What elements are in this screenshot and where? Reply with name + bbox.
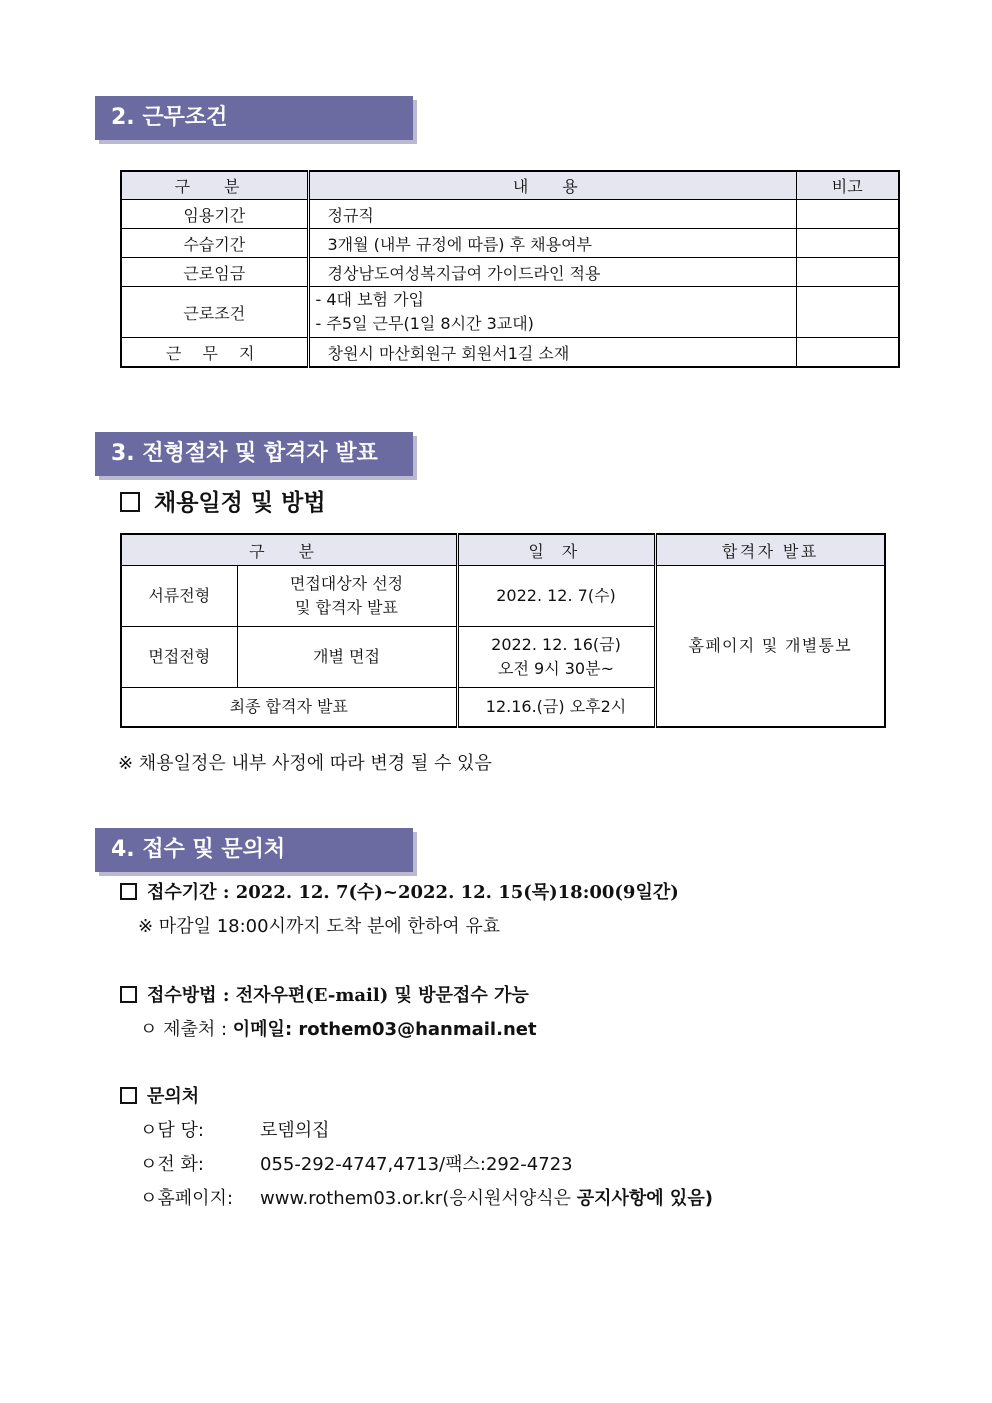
task-line: 및 합격자 발표: [295, 598, 398, 617]
stage-cell: 최종 합격자 발표: [121, 688, 457, 728]
schedule-note: ※ 채용일정은 내부 사정에 따라 변경 될 수 있음: [118, 753, 492, 774]
task-cell: [237, 566, 457, 627]
contact-value: 로뎀의집: [260, 1120, 330, 1141]
homepage-note: 공지사항에 있음): [576, 1188, 713, 1209]
checkbox-square-icon: [120, 492, 140, 512]
row-content: 경상남도여성복지급여 가이드라인 적용: [308, 258, 796, 287]
row-content: 정규직: [308, 200, 796, 229]
announce-cell: 홈페이지 및 개별통보: [655, 566, 885, 728]
row-content: 창원시 마산회원구 회원서1길 소재: [308, 338, 796, 368]
checkbox-square-icon: [120, 1087, 137, 1104]
task-line: 면접대상자 선정: [289, 574, 404, 593]
contact-phone: [140, 1150, 573, 1176]
contact-key: ㅇ홈페이지:: [140, 1188, 234, 1209]
period-label: 접수기간 :: [147, 882, 236, 903]
table-row: [121, 566, 885, 627]
row-remark: [796, 200, 899, 229]
section-4-title: 4. 접수 및 문의처: [95, 828, 413, 872]
submit-email: 이메일: rothem03@hanmail.net: [232, 1019, 537, 1040]
row-remark: [796, 258, 899, 287]
receipt-method: [120, 981, 529, 1007]
header-content: 내 용: [308, 171, 796, 200]
schedule-table: [120, 533, 886, 728]
contact-key: ㅇ전 화:: [140, 1154, 204, 1175]
row-content: 3개월 (내부 규정에 따름) 후 채용여부: [308, 229, 796, 258]
header-remark: 비고: [796, 171, 899, 200]
table-header-row: [121, 534, 885, 566]
row-label: 근 무 지: [121, 338, 308, 368]
checkbox-square-icon: [120, 883, 137, 900]
date-cell: 2022. 12. 7(수): [457, 566, 655, 627]
schedule-subheading: 채용일정 및 방법: [120, 484, 326, 517]
work-conditions-table: [120, 170, 900, 368]
contact-heading: 문의처: [120, 1082, 199, 1108]
section-2-title: 2. 근무조건: [95, 96, 413, 140]
header-category: 구 분: [121, 534, 457, 566]
row-remark: [796, 338, 899, 368]
table-row: [121, 338, 899, 368]
date-line: 오전 9시 30분~: [498, 659, 614, 678]
row-label: 수습기간: [121, 229, 308, 258]
row-label: 임용기간: [121, 200, 308, 229]
row-remark: [796, 229, 899, 258]
method-value: 전자우편(E-mail) 및 방문접수 가능: [235, 985, 529, 1006]
table-row: [121, 287, 899, 338]
date-line: 2022. 12. 16(금): [491, 635, 621, 654]
row-remark: [796, 287, 899, 338]
table-header-row: [121, 171, 899, 200]
stage-cell: 면접전형: [121, 627, 237, 688]
contact-homepage: [140, 1184, 713, 1210]
header-date: 일 자: [457, 534, 655, 566]
table-row: [121, 200, 899, 229]
content-line: - 주5일 근무(1일 8시간 3교대): [315, 314, 534, 333]
period-value: 2022. 12. 7(수)~2022. 12. 15(목)18:00(9일간): [235, 882, 679, 903]
method-label: 접수방법 :: [147, 985, 236, 1006]
table-row: [121, 229, 899, 258]
checkbox-square-icon: [120, 986, 137, 1003]
header-announce: 합격자 발표: [655, 534, 885, 566]
submit-label: ㅇ 제출처 :: [140, 1019, 233, 1040]
homepage-link[interactable]: www.rothem03.or.kr(응시원서양식은: [260, 1188, 577, 1209]
row-label: 근로조건: [121, 287, 308, 338]
section-3-title: 3. 전형절차 및 합격자 발표: [95, 432, 413, 476]
stage-cell: 서류전형: [121, 566, 237, 627]
period-note: ※ 마감일 18:00시까지 도착 분에 한하여 유효: [138, 916, 501, 937]
submit-to: [140, 1015, 537, 1041]
contact-value: 055-292-4747,4713/팩스:292-4723: [260, 1154, 573, 1175]
date-cell: [457, 627, 655, 688]
row-content: [308, 287, 796, 338]
contact-manager: [140, 1116, 330, 1142]
table-row: [121, 258, 899, 287]
contact-key: ㅇ담 당:: [140, 1120, 204, 1141]
date-cell: 12.16.(금) 오후2시: [457, 688, 655, 728]
receipt-period: [120, 878, 679, 904]
task-cell: 개별 면접: [237, 627, 457, 688]
header-category: 구 분: [121, 171, 308, 200]
row-label: 근로임금: [121, 258, 308, 287]
content-line: - 4대 보험 가입: [315, 290, 424, 309]
